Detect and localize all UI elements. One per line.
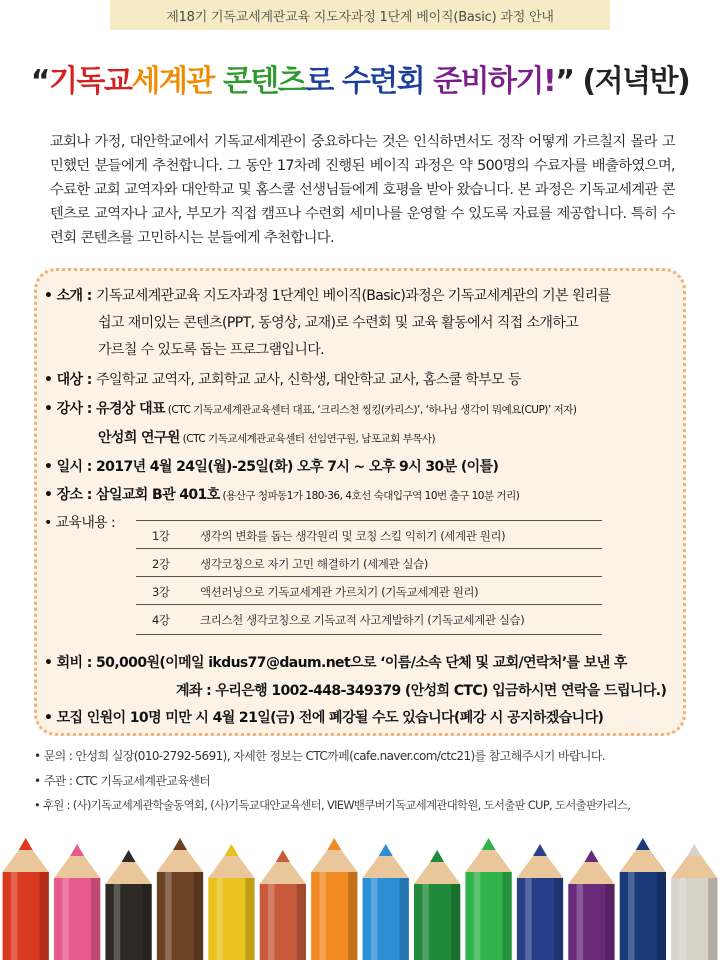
info-target-label: • 대상 :: [44, 372, 97, 388]
pencil: [568, 850, 614, 960]
header-text: 제18기 기독교세계관교육 지도자과정 1단계 베이직(Basic) 과정 안내: [166, 9, 554, 25]
curriculum-divider: [136, 548, 602, 549]
pencil: [54, 844, 100, 960]
curriculum-row: [136, 552, 602, 576]
footer-contact: • 문의 : 안성희 실장(010-2792-5691), 자세한 정보는 CTC까페(cafe.naver.com/ctc21)를 참고해주시기 바랍니다.: [34, 749, 606, 763]
curriculum-text: 생각코칭으로 자기 고민 해결하기 (세계관 실습): [200, 557, 428, 571]
colored-pencils-image: [0, 820, 720, 960]
info-target: 주일학교 교역자, 교회학교 교사, 신학생, 대안학교 교사, 홈스쿨 학부모 등: [96, 372, 521, 388]
info-lecturer-1-desc: (CTC 기독교세계관교육센터 대표, ‘크리스천 씽킹(카리스)’, ‘하나님 생각이 뭐예요(CUP)’ 저자): [164, 404, 577, 416]
info-notice: [44, 707, 603, 727]
pencil: [414, 850, 460, 960]
info-place-desc: (용산구 청파동1가 180-36, 4호선 숙대입구역 10번 출구 10분 거리): [219, 490, 520, 502]
pencil: [105, 850, 151, 960]
info-intro-line-2: 쉽고 재미있는 콘텐츠(PPT, 동영상, 교재)로 수련회 및 교육 활동에서 직접 소개하고: [98, 315, 579, 331]
pencil: [363, 844, 409, 960]
curriculum-divider: [136, 634, 602, 635]
title-part-1: 기독교: [48, 64, 132, 99]
info-date-row: [44, 456, 498, 476]
footer-sponsor: • 후원 : (사)기독교세계관학술동역회, (사)기독교대안교육센터, VIEW밴쿠버기독교세계관대학원, 도서출판 CUP, 도서출판카리스,: [34, 799, 631, 812]
info-fee-desc: (이메일 ikdus77@daum.net으로 ‘이름/소속 단체 및 교회/연락처’를 보낸 후: [159, 655, 627, 671]
curriculum-text: 크리스천 생각코칭으로 기독교적 사고계발하기 (기독교세계관 실습): [200, 613, 525, 627]
info-fee-account: [176, 680, 666, 700]
pencil: [3, 838, 49, 960]
title-part-3: 콘텐츠: [222, 64, 306, 99]
curriculum-row: [136, 524, 602, 548]
info-intro-line-3: 가르칠 수 있도록 돕는 프로그램입니다.: [98, 342, 325, 358]
info-target-row: [44, 369, 521, 389]
info-date-label: • 일시 :: [44, 459, 97, 475]
footer-host: • 주관 : CTC 기독교세계관교육센터: [34, 774, 211, 788]
title-open-quote: “: [30, 64, 49, 99]
pencil: [620, 838, 666, 960]
pencil: [465, 838, 511, 960]
info-intro-label: • 소개 :: [44, 288, 97, 304]
info-lecturer-2-name: 안성희 연구원: [98, 430, 180, 446]
info-fee-account-text: 계좌 : 우리은행 1002-448-349379 (안성희 CTC) 입금하시면 연락을 드립니다.): [176, 683, 667, 699]
title-part-4: 로 수련회: [305, 64, 425, 99]
info-place-row: [44, 484, 519, 504]
curriculum-num: 4강: [152, 613, 170, 627]
header-band: [110, 0, 610, 30]
info-fee-row: [44, 652, 627, 672]
title-close-quote: ”: [555, 64, 574, 99]
info-intro-row: [44, 285, 611, 305]
info-place: 삼일교회 B관 401호: [96, 487, 220, 503]
info-lecturer-label: • 강사 :: [44, 401, 97, 417]
info-fee-label: • 회비 :: [44, 655, 97, 671]
title-part-6: (저녁반): [582, 64, 690, 99]
info-lecturer-1-name: 유경상 대표: [96, 401, 165, 417]
curriculum-num: 2강: [152, 557, 170, 571]
pencil: [517, 844, 563, 960]
pencil: [671, 844, 717, 960]
info-intro-line-1: 기독교세계관교육 지도자과정 1단계인 베이직(Basic)과정은 기독교세계관의 기본 원리를: [96, 288, 611, 304]
curriculum-divider: [136, 604, 602, 605]
info-lecturer-row: [44, 398, 576, 418]
curriculum-divider: [136, 520, 602, 521]
title-part-5: 준비하기!: [433, 64, 556, 99]
page-title: [0, 56, 720, 100]
curriculum-num: 1강: [152, 529, 170, 543]
info-lecturer-2-row: [98, 427, 435, 447]
info-fee: 50,000원: [96, 655, 160, 671]
info-curriculum-label: • 교육내용 :: [44, 515, 116, 531]
pencil: [208, 844, 254, 960]
curriculum-text: 액션러닝으로 기독교세계관 가르치기 (기독교세계관 원리): [200, 585, 479, 599]
title-part-2: 세계관: [131, 64, 214, 99]
pencil: [260, 850, 306, 960]
curriculum-text: 생각의 변화를 돕는 생각원리 및 코칭 스킬 익히기 (세계관 원리): [200, 529, 506, 543]
info-place-label: • 장소 :: [44, 487, 97, 503]
curriculum-num: 3강: [152, 585, 170, 599]
info-lecturer-2-desc: (CTC 기독교세계관교육센터 선임연구원, 남포교회 부목사): [179, 433, 436, 445]
curriculum-divider: [136, 576, 602, 577]
pencil: [311, 838, 357, 960]
curriculum-row: [136, 580, 602, 604]
curriculum-row: [136, 608, 602, 632]
pencil: [157, 838, 203, 960]
info-date: 2017년 4월 24일(월)-25일(화) 오후 7시 ~ 오후 9시 30분 (이틀): [96, 459, 499, 475]
info-notice-text: • 모집 인원이 10명 미만 시 4월 21일(금) 전에 폐강될 수도 있습니다(폐강 시 공지하겠습니다): [44, 710, 604, 726]
intro-paragraph: 교회나 가정, 대안학교에서 기독교세계관이 중요하다는 것은 인식하면서도 정작 어떻게 가르칠지 몰라 고민했던 분들에게 추천합니다. 그 동안 17차례 진행된 베이직 과정은 약 500명의 수료자를 배출하였으며, 수료한 교회 교역자와 대안학교 및 홈스쿨 선생님들에게 호평을 받아 왔습니다. 본 과정은 기독교세계관 콘텐츠로 교역자나 교사, 부모가 직접 캠프나 수련회 세미나를 운영할 수 있도록 자료를 제공합니다. 특히 수련회 콘텐츠를 고민하시는 분들에게 추천합니다.: [50, 134, 675, 246]
